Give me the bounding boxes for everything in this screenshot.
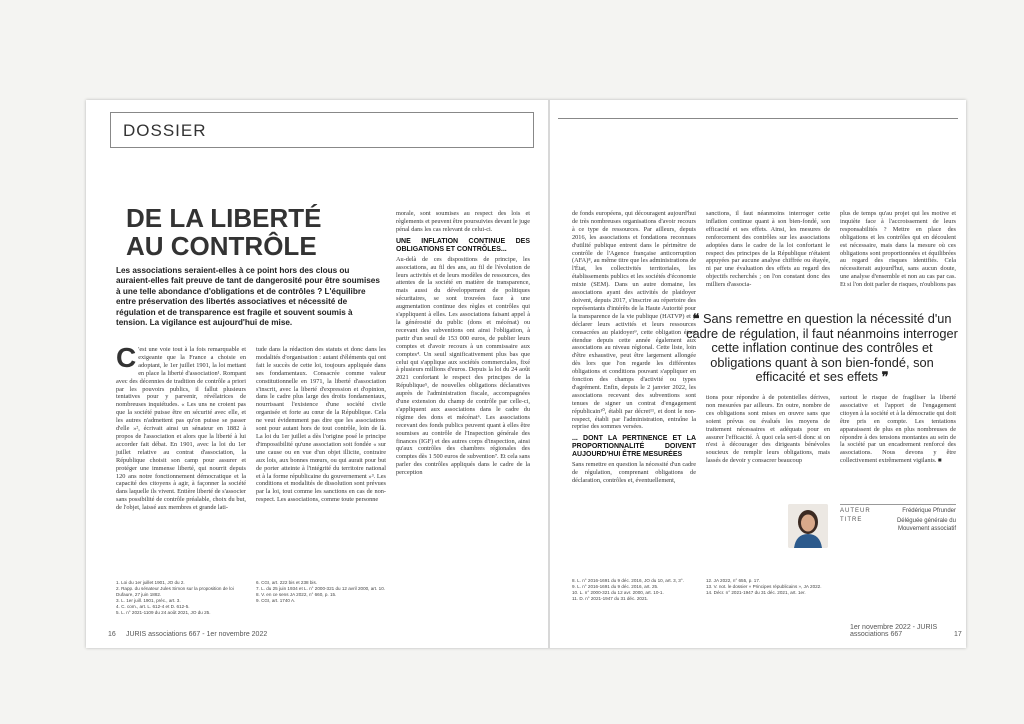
left-page: [86, 100, 548, 648]
column-text: surtout le risque de fragiliser la liberté associative et l'apport de l'engagement citoyen à la société et à la démocratie qui doit être pris en compte. Les tentations apparaissent de plus en plus nombreuses de répondre à des tensions montantes au sein de la société par un encadrement renforcé des associations. Nous devons y être collectivement extrêmement vigilants. ■: [840, 394, 956, 465]
column-text: tions pour répondre à de potentielles dérives, non mesurées par ailleurs. En outre, nombre de ces obligations sont mises en œuvre sans que soient prévus ou évalués les moyens de traitement nécessaires et adéquats pour en assurer l'efficacité. À quoi cela sert-il donc si on n'est à décourager des dirigeants bénévoles soucieux de remplir leurs obligations, mais lassés de devoir y consacrer beaucoup: [706, 394, 830, 465]
right-page: [550, 100, 966, 648]
quote-open-icon: ❝: [692, 311, 700, 326]
footnotes-block-2: 6. CGI, art. 222 bis et 238 bis. 7. L. du 25 juin 1934 et L. n° 2000-321 du 12 avril 2000, art. 10. 8. V. en ce sens JA 2022, n° 660, p. 15. 9. CGI, art. 1740 A.: [256, 580, 386, 603]
page-number-right: 17: [954, 631, 962, 638]
column-text: sanctions, il faut néanmoins interroger cette inflation continue quant à son bien-fondé, son efficacité et ses effets. Ainsi, les mesures de renforcement des contrôles sur les associations adoptées dans le cadre de la loi confortant le respect des principes de la République n'étaient appuyées par aucune analyse chiffrée ou étayée, ni par une évaluation des effets au regard des objectifs recherchés ; on l'on constant donc des milliers d'associa-: [706, 210, 830, 289]
section-header: [110, 112, 534, 148]
column-text: Sans remettre en question la nécessité d'un cadre de régulation, comprenant obligations de déclaration, contrôles et, éventuellement,: [572, 461, 696, 485]
footnotes-block-1: 1. Loi du 1er juillet 1901, JO du 2. 2. Rapp. du sénateur Jules Simon sur la proposition de loi Dufaure, 27 juin 1882. 3. L. 1er juill. 1901, préc., art. 3. 4. C. com., art. L. 612-4 et D. 612-5. 5. L. n° 2021-1109 du 24 août 2021, JO du 25.: [116, 580, 234, 615]
column-text: morale, sont soumises au respect des lois et règlements et peuvent être poursuivies devant le juge pénal dans les cas relevant de celui-ci.: [396, 210, 530, 233]
pull-quote: [684, 312, 960, 385]
text-column-3-top: [840, 210, 956, 289]
article-title-line-2: AU CONTRÔLE: [126, 231, 317, 261]
pull-quote-text: Sans remettre en question la nécessité d'un cadre de régulation, il faut néanmoins interroger cette inflation continue des contrôles et obligations quant à son bien-fondé, son efficacité et ses effets: [686, 311, 958, 384]
footnotes-block-2: 12. JA 2022, n° 655, p. 17. 13. V. not. le dossier « Principes républicains », JA 2022. 14. Décr. n° 2021-1947 du 31 déc. 2021, art. 1er.: [706, 578, 822, 595]
text-column-1: [116, 342, 246, 512]
page-footer-right: 1er novembre 2022 - JURIS associations 667: [850, 624, 938, 638]
quote-close-icon: ❞: [881, 369, 889, 384]
subheading: UNE INFLATION CONTINUE DES OBLIGATIONS ET CONTRÔLES...: [396, 237, 530, 253]
author-rule: [840, 504, 956, 505]
author-label: AUTEUR: [840, 508, 871, 514]
article-lead: Les associations seraient-elles à ce point hors des clous ou auraient-elles fait preuve de tant de dangerosité pour être soumises à une telle abondance d'obligations et de contrôles ? L'équilibre entre préservation des libertés associatives et nécessité de régulation et de transparence est fragile et souvent soumis à tension. La vigilance est aujourd'hui de mise.: [116, 266, 380, 328]
text-column-2: [256, 346, 386, 504]
author-title: Déléguée générale du Mouvement associatif: [896, 518, 956, 532]
header-rule: [558, 118, 958, 119]
column-text: de fonds européens, qui découragent aujourd'hui de très nombreuses organisations d'avoir recours à ce type de ressources. Par ailleurs, depuis 2016, les associations et fondations reconnues d'utilité publique entrent dans le périmètre de contrôle de l'Agence française anticorruption (AFA)⁸, au même titre que les administrations de l'État, les collectivités territoriales, les établissements publics et les sociétés d'économie mixte (SEM). Dans un autre domaine, les associations ayant des activités de plaidoyer doivent, depuis 2017, s'inscrire au répertoire des représentants d'intérêts de la Haute Autorité pour la transparence de la vie publique (HATVP) et y déclarer leurs activités et leurs ressources consacrées au plaidoyer⁹, cette obligation étant étendue depuis cette année également aux associations au niveau régional. Cette liste, loin d'être exhaustive, peut être largement allongée dès lors que l'on regarde les différentes obligations et conditions pouvant s'appliquer en fonction des champs d'activité ou types d'agrément. Enfin, depuis le 2 janvier 2022, les associations recevant des subventions sont tenues de signer un contrat d'engagement républicain¹⁰, établi par décret¹¹, et dont le non-respect, établi par l'administration, entraîne la reprise des sommes versées.: [572, 210, 696, 431]
author-name: Frédérique Pfrunder: [902, 508, 956, 514]
drop-cap: C: [116, 342, 137, 373]
text-column-1: [572, 210, 696, 485]
footnotes-block-1: 8. L. n° 2016-1691 du 9 déc. 2016, JO du 10, art. 3, 3°. 9. L. n° 2016-1691 du 9 déc. 2016, art. 25. 10. L. n° 2000-321 du 12 avr. 2000, art. 10-1. 11. D. n° 2021-1947 du 31 déc. 2021.: [572, 578, 684, 601]
subheading: ... DONT LA PERTINENCE ET LA PROPORTIONNALITÉ DOIVENT AUJOURD'HUI ÊTRE MESURÉES: [572, 435, 696, 459]
text-column-3-bottom: [840, 394, 956, 465]
section-label: DOSSIER: [123, 121, 207, 140]
magazine-spread: [86, 100, 966, 648]
column-text: Au-delà de ces dispositions de principe, les associations, au fil des ans, au fil de l'évolution de leurs activités et de leurs modèles de ressources, des attentes de la société en matière de transparence, mais aussi du développement de politiques sécuritaires, se sont trouvées face à une augmentation continue des règles et contrôles qui s'appliquent à elles. Les associations faisant appel à la générosité du public (dons et mécénat) ou recevant des subventions ont ainsi l'obligation, à partir d'un seuil de 153 000 euros, de publier leurs comptes et d'avoir recours à un commissaire aux comptes⁴. Un seuil significativement plus bas que celui qui s'applique aux sociétés commerciales, fixé à plusieurs millions d'euros. Depuis la loi du 24 août 2021 confortant le respect des principes de la République⁵, de nouvelles obligations déclaratives auprès de l'administration fiscale, accompagnées d'une extension du champ de contrôle par celle-ci, s'appliquent aux associations dans le cadre du régime des dons et mécénat⁶. Les associations recevant des fonds publics peuvent quant à elles être soumises au contrôle de l'Inspection générale des finances (IGF) et des autres corps d'inspection, ainsi qu'aux contrôles des chambres régionales des comptes dès 1 500 euros de subvention⁷. Et cela sans parler des contrôles appliqués dans le cadre de la perception: [396, 255, 530, 477]
text-column-2-bottom: [706, 394, 830, 465]
title-label: TITRE: [840, 517, 863, 523]
column-text: 'est une voie tout à la fois remarquable et exigeante que la France a choisie en adoptant, le 1er juillet 1901, la loi mettant en place la liberté d'association¹. Rompant avec des décennies de tradition de contrôle a priori par les pouvoirs publics, il fallut plusieurs tentatives pour y parvenir, révélatrices de nombreuses inquiétudes. « Les uns ne croient pas que la société puisse être en sécurité avec elle, et les autres n'admettent pas qu'on puisse se passer d'elle »², écrivait ainsi un sénateur en 1882 à propos de l'association et alors que la liberté à lui accorder fait débat. En 1901, avec la loi du 1er juillet relative au contrat d'association, la République choisit son camp pour assurer et protéger une immense liberté, qui nourrit depuis 120 ans notre fonctionnement démocratique et la capacité des citoyens à agir, à façonner la société dans laquelle ils vivent. Entière liberté de s'associer sans possibilité de contrôle préalable, choix du but, de l'objet, laissé aux membres et grande lati-: [116, 346, 246, 512]
page-footer-left: JURIS associations 667 - 1er novembre 2022: [126, 631, 268, 638]
column-text: tude dans la rédaction des statuts et donc dans les modalités d'organisation : autant d'éléments qui ont fait le succès de cette loi, toujours appliquée dans ses fondamentaux. Consacrée comme valeur constitutionnelle en 1971, la liberté d'association s'inscrit, avec la liberté d'expression et d'opinion, dans le cadre plus large des droits fondamentaux, nourrissant l'existence d'une société civile organisée et forte au cœur de la République. Cela ne veut évidemment pas dire que les associations sont pour autant hors de tout contrôle, loin de là. La loi du 1er juillet a dès l'origine posé le principe d'impossibilité qu'une association soit fondée « sur une cause ou en vue d'un objet illicite, contraire aux lois, aux bonnes mœurs, ou qui aurait pour but de porter atteinte à l'intégrité du territoire national et à la forme républicaine du gouvernement »³. Les conditions et modalités de dissolution sont prévues par la loi, tout comme les sanctions en cas de non-respect. Les associations, comme toute personne: [256, 346, 386, 504]
column-text: plus de temps qu'au projet qui les motive et inquiète face à l'accroissement de leurs responsabilités ? Mettre en place des obligations et les contrôles qui en découlent est nécessaire, mais dans la mesure où ces obligations sont proportionnées et équilibrées au regard des risques identifiés. Cela nécessiterait aujourd'hui, sans aucun doute, une analyse d'ensemble et non au cas par cas. Et si l'on doit parler de risques, n'oublions pas: [840, 210, 956, 289]
page-number-left: 16: [108, 631, 116, 638]
author-photo: [788, 504, 828, 548]
author-photo-icon: [788, 504, 828, 548]
text-column-3: [396, 210, 530, 477]
text-column-2-top: [706, 210, 830, 289]
article-title-line-1: DE LA LIBERTÉ: [126, 203, 322, 233]
